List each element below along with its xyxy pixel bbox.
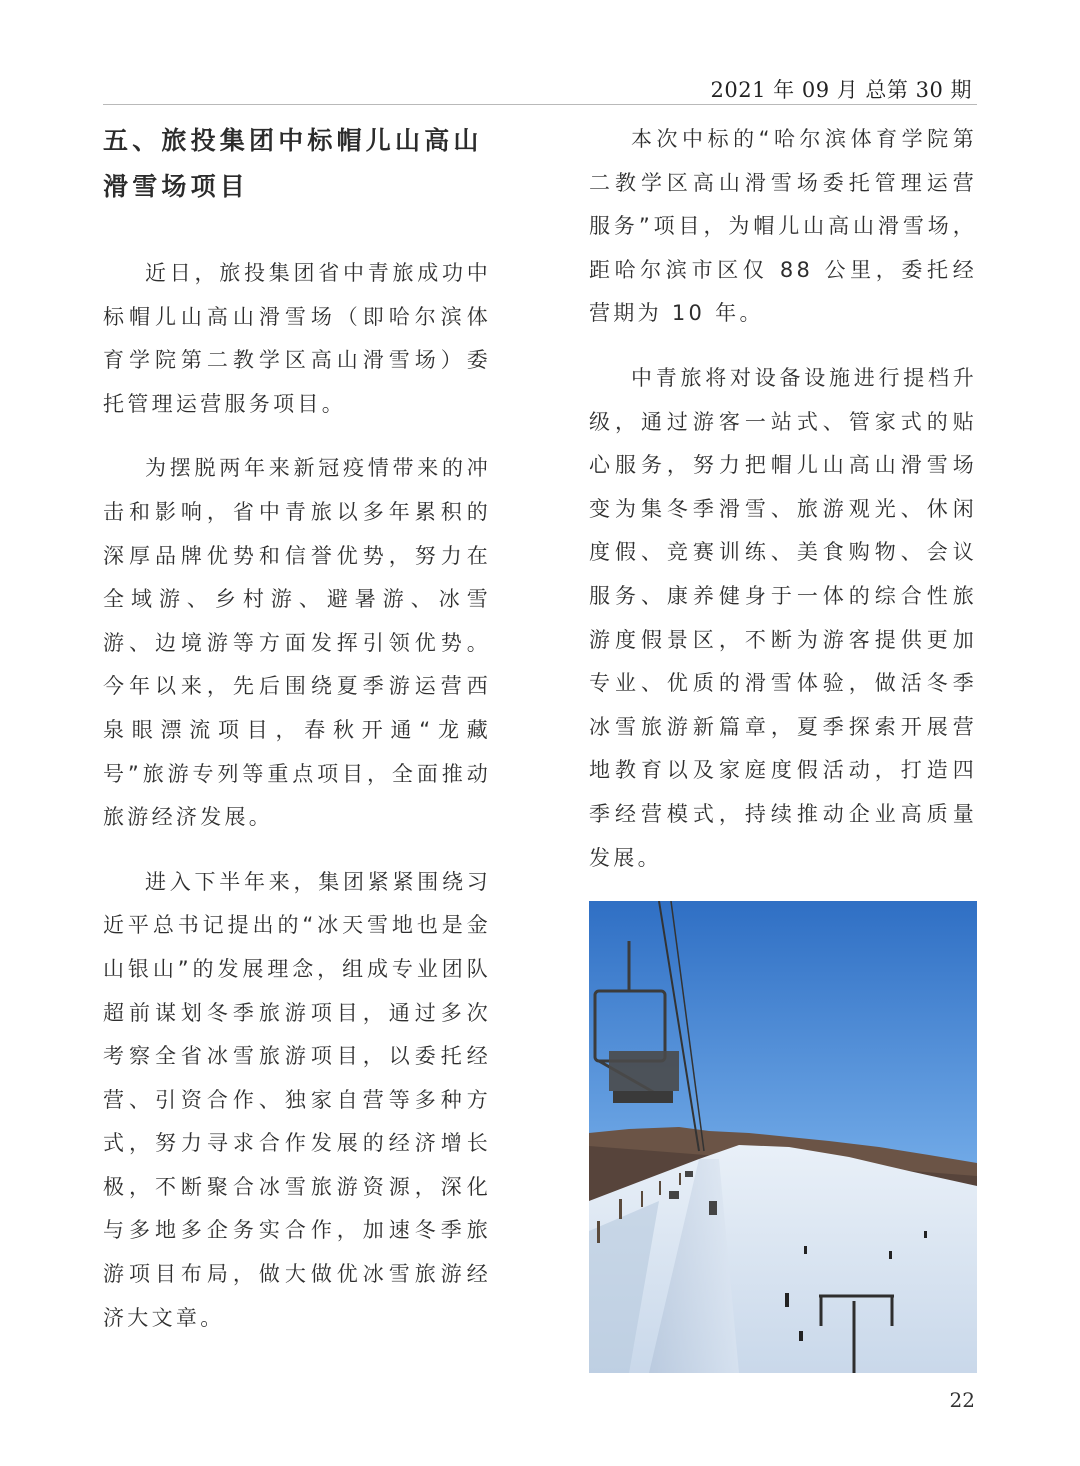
header-divider	[103, 104, 977, 105]
paragraph-right-1: 本次中标的“哈尔滨体育学院第二教学区高山滑雪场委托管理运营服务”项目，为帽儿山高山滑雪场，距哈尔滨市区仅 88 公里，委托经营期为 10 年。	[589, 127, 977, 326]
section-heading: 五、旅投集团中标帽儿山高山滑雪场项目	[103, 126, 483, 201]
paragraph-right-2: 中青旅将对设备设施进行提档升级，通过游客一站式、管家式的贴心服务，努力把帽儿山高山滑雪场变为集冬季滑雪、旅游观光、休闲度假、竞赛训练、美食购物、会议服务、康养健身于一体的综合性旅游度假景区，不断为游客提供更加专业、优质的滑雪体验，做活冬季冰雪旅游新篇章，夏季探索开展营地教育以及家庭度假活动，打造四季经营模式，持续推动企业高质量发展。	[589, 365, 977, 870]
right-column	[589, 118, 977, 1373]
page-number: 22	[949, 1388, 975, 1412]
issue-header: 2021 年 09 月 总第 30 期	[710, 78, 972, 102]
paragraph-left-3: 进入下半年来，集团紧紧围绕习近平总书记提出的“冰天雪地也是金山银山”的发展理念，组成专业团队超前谋划冬季旅游项目，通过多次考察全省冰雪旅游项目，以委托经营、引资合作、独家自营等多种方式，努力寻求合作发展的经济增长极，不断聚合冰雪旅游资源，深化与多地多企务实合作，加速冬季旅游项目布局，做大做优冰雪旅游经济大文章。	[103, 869, 491, 1330]
paragraph-left-2: 为摆脱两年来新冠疫情带来的冲击和影响，省中青旅以多年累积的深厚品牌优势和信誉优势，努力在全域游、乡村游、避暑游、冰雪游、边境游等方面发挥引领优势。今年以来，先后围绕夏季游运营西泉眼漂流项目，春秋开通“龙藏号”旅游专列等重点项目，全面推动旅游经济发展。	[103, 456, 491, 830]
ski-resort-photo	[589, 901, 977, 1373]
paragraph-left-1: 近日，旅投集团省中青旅成功中标帽儿山高山滑雪场（即哈尔滨体育学院第二教学区高山滑雪场）委托管理运营服务项目。	[103, 261, 491, 416]
left-column	[103, 118, 491, 1361]
